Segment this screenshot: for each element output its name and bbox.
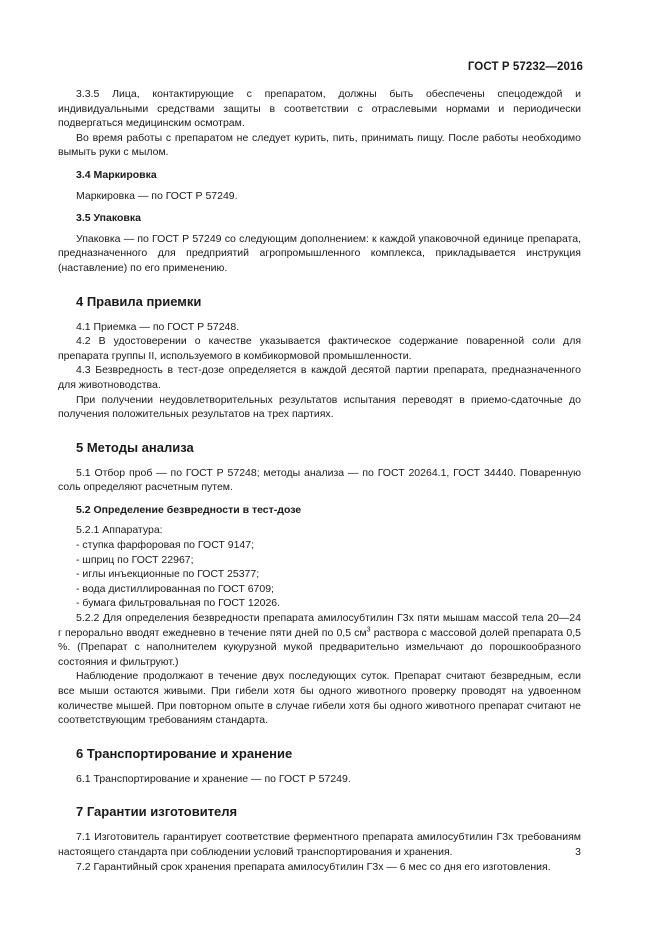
paragraph-5-2-1: 5.2.1 Аппаратура: (76, 524, 163, 537)
section-title-5: 5 Методы анализа (76, 439, 194, 455)
paragraph-4-3: 4.3 Безвредность в тест-дозе определяется в каждой десятой партии препарата, предназначенного для животноводства. (58, 364, 581, 391)
page-content (58, 87, 581, 874)
paragraph-3-3-5: 3.3.5 Лица, контактирующие с препаратом, должны быть обеспечены спецодеждой и индивидуальными средствами защиты в соответствии с отраслевыми нормами и периодически подвергаться медицинским осмотрам. (58, 88, 581, 130)
paragraph-5-2-2-text-a: 5.2.2 Для определения безвредности препарата амилосубтилин Г3х пяти мышам массой тела 20—24 г перорально вводят ежедневно в течение пяти дней по 0,5 см (58, 612, 581, 639)
page-number: 3 (575, 846, 581, 858)
paragraph-5-2-2 (58, 611, 581, 669)
paragraph-4-2: 4.2 В удостоверении о качестве указывается фактическое содержание поваренной соли для препарата группы II, используемого в комбикормовой промышленности. (58, 335, 581, 362)
paragraph-3-5: Упаковка — по ГОСТ Р 57249 со следующим дополнением: к каждой упаковочной единице препарата, предназначенного для предприятий агропромышленного комплекса, прикладывается инструкция (наставление) по его применению. (58, 232, 581, 274)
section-title-4: 4 Правила приемки (76, 293, 202, 309)
apparatus-item: - вода дистиллированная по ГОСТ 6709; (76, 582, 274, 595)
paragraph-7-1: 7.1 Изготовитель гарантирует соответствие ферментного препарата амилосубтилин Г3х требованиям настоящего стандарта при соблюдении условий транспортирования и хранения. (58, 831, 581, 858)
section-title-6: 6 Транспортирование и хранение (76, 745, 293, 761)
apparatus-item: - ступка фарфоровая по ГОСТ 9147; (76, 539, 255, 552)
paragraph-7-2: 7.2 Гарантийный срок хранения препарата амилосубтилин Г3х — 6 мес со дня его изготовления. (76, 860, 551, 873)
paragraph-3-3-5-work: Во время работы с препаратом не следует курить, пить, принимать пищу. После работы необходимо вымыть руки с мылом. (58, 131, 581, 159)
apparatus-item: - иглы инъекционные по ГОСТ 25377; (76, 568, 260, 581)
paragraph-5-1: 5.1 Отбор проб — по ГОСТ Р 57248; методы анализа — по ГОСТ 20264.1, ГОСТ 34440. Поваренную соль определяют расчетным путем. (58, 466, 581, 494)
apparatus-item: - шприц по ГОСТ 22967; (76, 553, 194, 566)
paragraph-observation: Наблюдение продолжают в течение двух последующих суток. Препарат считают безвредным, если все мыши остаются живыми. При гибели хотя бы одного животного проверку проводят на удвоенном количестве мышей. При повторном опыте в случае гибели хотя бы одного животного препарат считают не соответствующим требованиям стандарта. (58, 670, 581, 727)
subsection-title-3-4: 3.4 Маркировка (76, 168, 157, 181)
section-title-7: 7 Гарантии изготовителя (76, 804, 238, 820)
subsection-title-3-5: 3.5 Упаковка (76, 212, 141, 225)
paragraph-5-2-2-text-b: раствора с массовой долей препарата 0,5 %. (Препарат с наполнителем кукурузной мукой предварительно измельчают до порошкообразного состояния и фильтруют.) (58, 626, 581, 668)
paragraph-6-1: 6.1 Транспортирование и хранение — по ГОСТ Р 57249. (76, 772, 351, 785)
subsection-title-5-2: 5.2 Определение безвредности в тест-дозе (76, 503, 302, 516)
paragraph-3-4: Маркировка — по ГОСТ Р 57249. (76, 189, 238, 202)
apparatus-item: - бумага фильтровальная по ГОСТ 12026. (76, 597, 281, 610)
cubic-superscript: 3 (366, 626, 371, 634)
standard-header: ГОСТ Р 57232—2016 (467, 61, 583, 73)
paragraph-4-1: 4.1 Приемка — по ГОСТ Р 57248. (76, 320, 240, 333)
paragraph-4-3-retest: При получении неудовлетворительных результатов испытания переводят в приемо-сдаточные до получения положительных результатов на трех партиях. (58, 393, 581, 421)
